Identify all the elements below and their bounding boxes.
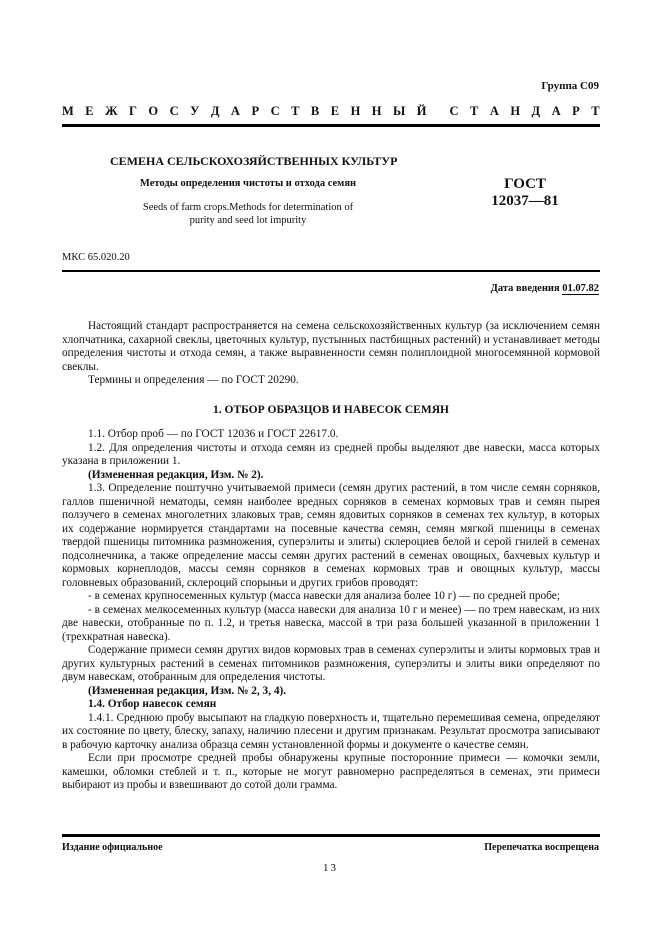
page-number: 13 — [323, 862, 338, 874]
banner-letter: Д — [210, 104, 220, 118]
intro-paragraph: Настоящий стандарт распространяется на семена сельскохозяйственных культур (за исключением семян хлопчатника, сахарной свеклы, цветочных культур, пустынных пастбищных растений) и устанавливает методы определения чистоты и отхода семян, а также выравненности семян полиплоидной многосемянной кормовой свеклы. — [62, 320, 600, 373]
banner-letter: Ж — [105, 104, 118, 118]
banner-letter: С — [449, 104, 459, 118]
section-paragraph: - в семенах мелкосеменных культур (масса навески для анализа 10 г и менее) — по трем навескам, из них две навески, отобранные по п. 1.2, и третья навеска, массой в три раза большей указанной в приложении 1 (трехкратная навеска). — [62, 603, 600, 643]
gost-identifier — [470, 176, 580, 210]
effective-date-value: 01.07.82 — [562, 283, 599, 294]
reprint-prohibited-note: Перепечатка воспрещена — [484, 842, 599, 853]
banner-letter: М — [62, 104, 74, 118]
effective-date-label: Дата введения — [490, 283, 560, 294]
section-note: (Измененная редакция, Изм. № 2, 3, 4). — [88, 684, 287, 697]
banner-letter: Р — [251, 104, 260, 118]
banner-letter: С — [169, 104, 179, 118]
gost-number: 12037—81 — [491, 193, 559, 209]
effective-date — [491, 283, 599, 294]
document-subtitle: Методы определения чистоты и отхода семян — [139, 178, 357, 189]
banner-letter: Е — [330, 104, 340, 118]
section-note: (Измененная редакция, Изм. № 2). — [88, 468, 264, 481]
mks-code: МКС 65.020.20 — [62, 252, 130, 263]
section-paragraph: - в семенах крупносеменных культур (масса навески для анализа более 10 г) — по средней пробе; — [88, 590, 560, 602]
terms-reference: Термины и определения — по ГОСТ 20290. — [88, 374, 299, 386]
gost-label: ГОСТ — [504, 176, 546, 192]
banner-letter: А — [551, 104, 561, 118]
footer-rule — [62, 834, 600, 837]
banner-letter: Н — [350, 104, 361, 118]
banner-letter: Н — [510, 104, 521, 118]
banner-letter: О — [148, 104, 159, 118]
classification-group: Группа С09 — [541, 80, 599, 92]
banner-letter: С — [270, 104, 280, 118]
official-edition-note: Издание официальное — [62, 842, 163, 853]
banner-letter: Т — [291, 104, 300, 118]
banner-letter: В — [310, 104, 320, 118]
section-paragraph: 1.1. Отбор проб — по ГОСТ 12036 и ГОСТ 22617.0. — [88, 428, 339, 440]
banner-letter: Р — [572, 104, 580, 118]
banner-letter: Е — [85, 104, 94, 118]
banner-letter: У — [190, 104, 200, 118]
banner-letter: Т — [591, 104, 600, 118]
banner-letter: А — [230, 104, 240, 118]
banner-letter: А — [489, 104, 499, 118]
section-paragraph: Содержание примеси семян других видов кормовых трав в семенах суперэлиты и элиты кормовых трав и других культурных растений в семенах питомников размножения, суперэлиты и элиты вики определяют по двум навескам, отобранным для определения чистоты. — [62, 644, 600, 683]
banner-letter: Д — [531, 104, 541, 118]
english-title-line-1: Seeds of farm crops.Methods for determination of — [142, 202, 354, 213]
title-block-rule — [62, 270, 600, 272]
document-title: СЕМЕНА СЕЛЬСКОХОЗЯЙСТВЕННЫХ КУЛЬТУР — [110, 154, 398, 168]
banner-letter: Т — [469, 104, 479, 118]
section-note: 1.4. Отбор навесок семян — [88, 698, 217, 710]
section-paragraph: 1.2. Для определения чистоты и отхода семян из средней пробы выделяют две навески, масса которых указана в приложении 1. — [62, 441, 600, 467]
intro-text — [62, 320, 600, 388]
section-body — [62, 428, 600, 793]
english-title-line-2: purity and seed lot impurity — [189, 215, 307, 226]
banner-letter: Г — [128, 104, 137, 118]
section-paragraph: 1.4.1. Среднюю пробу высыпают на гладкую поверхность и, тщательно перемешивая семена, определяют их состояние по цвету, блеску, запаху, наличию плесени и другим признакам. Результат просмотра записывают в рабочую карточку анализа образца семян установленной формы и документе о качестве семян. — [62, 711, 600, 751]
english-title — [128, 201, 368, 227]
section-paragraph: Если при просмотре средней пробы обнаружены крупные посторонние примеси — комочки земли, камешки, обломки стеблей и т. п., которые не могут равномерно распределяться в семенах, эти примеси выбирают из пробы и взвешивают до сотой доли грамма. — [62, 752, 600, 791]
section-paragraph: 1.3. Определение поштучно учитываемой примеси (семян других растений, в том числе семян сорняков, галлов пшеничной нематоды, семян наиболее вредных сорняков в семенах кормовых трав и семян пырея ползучего в семенах многолетних злаковых трав, семян ядовитых сорняков в семенах тех культур, в которых их содержание нормируется стандартами на посевные качества семян, семян мягкой пшеницы в семенах твердой пшеницы питомника размножения, суперэлиты и элиты) склероциев белой и серой гнилей в семенах подсолнечника, а также определение массы семян других растений в семенах овощных, бахчевых культур и кормовых корнеплодов, массы семян сорняков в семенах кормовых трав и овощных культур, массы головневых образований, склероций спорыньи и других грибов проводят: — [62, 482, 600, 589]
banner-letter: Н — [371, 104, 382, 118]
section-heading: 1. ОТБОР ОБРАЗЦОВ И НАВЕСОК СЕМЯН — [213, 404, 449, 416]
standard-banner — [62, 104, 600, 119]
banner-letter: Ы — [393, 104, 406, 118]
header-rule — [62, 124, 600, 127]
banner-letter: Й — [416, 104, 427, 118]
